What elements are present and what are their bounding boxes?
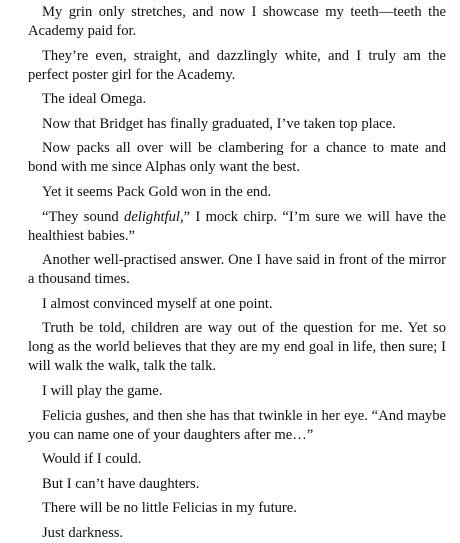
paragraph-text: “They sound [42,208,125,225]
paragraph: The ideal Omega. [42,91,147,108]
paragraph: Another well-practised answer. One I have said in front of the mirror a thousand times. [28,252,446,288]
paragraph: Just darkness. [42,524,124,541]
paragraph: Yet it seems Pack Gold won in the end. [42,183,272,200]
paragraph: Now packs all over will be clambering for a chance to mate and bond with me since Alphas only want the best. [28,140,446,176]
paragraph: Felicia gushes, and then she has that twinkle in her eye. “And maybe you can name one of your daughters after me…” [28,407,446,443]
paragraph: But I can’t have daughters. [42,475,200,492]
paragraph: They’re even, straight, and dazzlingly white, and I truly am the perfect poster girl for the Academy. [28,47,446,83]
paragraph-text: ” I mock chirp. “I’m sure we will have the healthiest babies.” [28,208,446,244]
paragraph: Truth be told, children are way out of the question for me. Yet so long as the world believes that they are my end goal in life, then sure; I will walk the walk, talk the talk. [28,320,446,375]
paragraph: Now that Bridget has finally graduated, I’ve taken top place. [42,115,396,132]
emphasized-word: delightful, [124,208,184,225]
paragraph [28,208,446,246]
paragraph: I almost convinced myself at one point. [42,295,273,312]
paragraph: There will be no little Felicias in my future. [42,500,297,517]
paragraph: Would if I could. [42,451,142,468]
paragraph: My grin only stretches, and now I showcase my teeth—teeth the Academy paid for. [28,4,446,39]
paragraph: I will play the game. [42,382,163,399]
